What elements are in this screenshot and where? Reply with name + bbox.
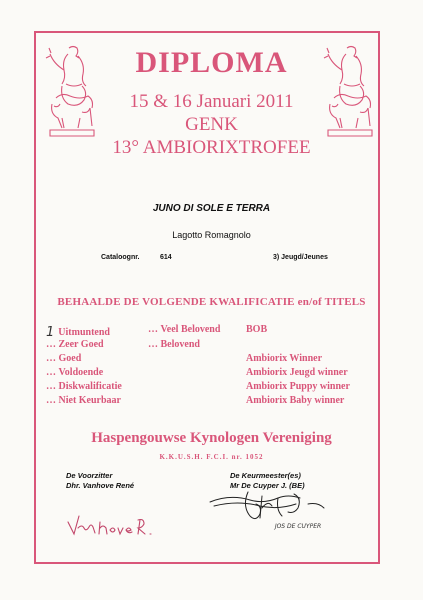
judge-name: Mr De Cuyper J. (BE) (230, 481, 305, 490)
qualification-label: Diskwalificatie (58, 381, 122, 392)
qualification-label: Belovend (160, 339, 200, 350)
qualification-item (46, 395, 121, 406)
qualification-label: Goed (58, 353, 82, 364)
catalog-class: 3) Jeugd/Jeunes (273, 254, 328, 261)
title-item: BOB (246, 324, 268, 335)
dots-prefix: … (148, 324, 158, 335)
judge-role: De Keurmeester(es) (230, 471, 301, 480)
qualification-label: Uitmuntend (58, 327, 110, 338)
qualification-item (148, 324, 220, 335)
catalog-label: Cataloognr. (101, 254, 140, 261)
qualification-item (46, 381, 122, 392)
qualification-item (148, 339, 200, 350)
event-date: 15 & 16 Januari 2011 (129, 91, 294, 112)
qualification-item (46, 339, 104, 350)
qualification-item (46, 353, 81, 364)
judge-signature (208, 486, 338, 532)
organization-name: Haspengouwse Kynologen Vereniging (91, 430, 332, 446)
dots-prefix: … (46, 339, 56, 350)
qualification-item (46, 324, 110, 339)
event-city: GENK (185, 114, 238, 135)
qualification-item (46, 367, 103, 378)
title-item: Ambiorix Baby winner (246, 395, 345, 406)
qualification-label: Veel Belovend (160, 324, 221, 335)
qualification-label: Voldoende (58, 367, 104, 378)
dots-prefix: … (46, 353, 56, 364)
qualification-label: Niet Keurbaar (58, 395, 121, 406)
qualification-label: Zeer Goed (58, 339, 104, 350)
judge-signature-text: JOS DE CUYPER (274, 523, 322, 530)
dots-prefix: … (148, 339, 158, 350)
chairman-name: Dhr. Vanhove René (66, 481, 135, 490)
diploma-title: DIPLOMA (135, 46, 288, 79)
dog-name: JUNO DI SOLE E TERRA (152, 203, 271, 214)
dots-prefix: … (46, 395, 56, 406)
organization-registration: K.K.U.S.H. F.C.I. nr. 1052 (159, 453, 264, 461)
title-item: Ambiorix Jeugd winner (246, 367, 348, 378)
dots-prefix: … (46, 381, 56, 392)
handwritten-mark: 1 (46, 325, 55, 340)
title-item: Ambiorix Winner (246, 353, 323, 364)
event-name: 13° AMBIORIXTROFEE (112, 137, 311, 158)
dots-prefix: … (46, 367, 56, 378)
chairman-role: De Voorzitter (66, 471, 113, 480)
title-item: Ambiorix Puppy winner (246, 381, 350, 392)
dog-breed: Lagotto Romagnolo (172, 230, 251, 240)
chairman-signature (66, 512, 156, 538)
qualification-heading: BEHAALDE DE VOLGENDE KWALIFICATIE en/of TITELS (57, 296, 366, 308)
catalog-number: 614 (160, 254, 172, 261)
